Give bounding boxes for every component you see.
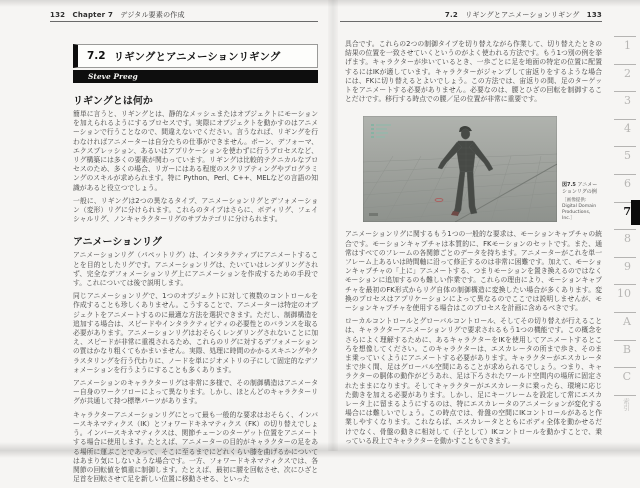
section-number: 7.2 <box>87 50 106 62</box>
author-bar <box>73 70 318 83</box>
left-page-number: 132 <box>50 11 66 19</box>
figure-caption-text: アニメーションリグの例 <box>562 181 598 195</box>
paragraph: 簡単に言うと、リギングとは、静的なメッシュまたはオブジェクトにモーションを加えられるようにするプロセスです。実際にオブジェクトを動かすのはアニメーションで行うことなので、間違えないでください。言うなれば、リギングを行わなければアニメーターは自分たちの仕事ができません。ボーン、デフォーマ、エクスプレッション、あるいはアプリケーションを使わずに行うプロセスなど、リグ構築には多くの要素が関わっています。リギングは比較的テクニカルなプロセスのため、多くの場合、リガーにはある程度のスクリプティングやプログラミングのスキルが求められます。特に Python、Perl、C++、MELなどの言語の知識があると役立つでしょう。 <box>73 110 318 192</box>
tab-chapter-4: 4 <box>610 119 640 147</box>
tab-chapter-10: 10 <box>610 284 640 312</box>
paragraph: アニメーションリグに関するもう1つの一般的な要求は、モーションキャプチャの統合です。モーションキャプチャは本質的に、FKモーションのセットです。また、通常はすべてのフレームの各関節ごとのデータを持ちます。アニメーターがこれを単一フレーム上あるいは時間軸に沿って修正するのは非常に困難です。加えて、モーションキャプチャの「上に」アニメートする、つまりモーションを置き換えるのではなくモーションに追加するのも難しい作業です。これらの理由により、モーションキャプチャを最初のFK形式からリグ自体の制御構造に変換したい場合が多くあります。変換のプロセスはアプリケーションによって異なるのでここでは説明しませんが、モーションキャプチャを使用する場合はこのプロセスを計画に含めるべきです。 <box>345 230 602 313</box>
viewport-render <box>363 116 557 222</box>
tab-appendix-a: A <box>610 312 640 340</box>
tab-chapter-2: 2 <box>610 64 640 92</box>
tab-chapter-5: 5 <box>610 146 640 174</box>
figure-7-5 <box>345 116 602 222</box>
page-gutter-shadow <box>328 0 338 451</box>
paragraph: 一般に、リギングは2つの異なるタイプ、アニメーションリグとデフォメーション（変形）リグに分けられます。これらのタイプはさらに、ボディリグ、フェイシャルリグ、ノンキャラクターリグのサブカテゴリに分けられます。 <box>73 196 318 224</box>
right-section-number: 7.2 <box>444 11 458 19</box>
chapter-title: デジタル要素の作成 <box>120 11 185 19</box>
figure-label: 図7.5 <box>562 181 576 188</box>
author-name: Steve Preeg <box>88 72 138 81</box>
left-header-rule <box>50 21 318 22</box>
left-running-header <box>50 10 185 20</box>
tab-appendix-c: C <box>610 367 640 395</box>
paragraph: キャラクターアニメーションリグにとって最も一般的な要求はおそらく、インバースキネマティクス（IK）とフォワードキネマティクス（FK）の切り替えでしょう。インバースキネマティクスは、関節チェーンのターゲット位置をアニメートする場合に使用します。たとえば、アニメーターの目的がキャラクターの足をある場所に運ぶことであって、そこに至るまでにどれくらい膝を曲げるかについてはあまり気にしないような場合です。一方、フォワードキネマティクスでは、各関節の回転値を慎重に制御します。たとえば、最初に腰を回転させ、次にひざと足首を回転させて足を新しい位置に移動させる、といった <box>73 410 318 484</box>
paragraph: アニメーションのキャラクターリグは非常に多様で、その制御構造はアニメーター自身のワークフローによって異なります。しかし、ほとんどのキャラクターリグが共通して持つ標準パーツがあります。 <box>73 379 318 406</box>
tab-index: 索引 <box>610 395 640 423</box>
right-section-title: リギングとアニメーションリギング <box>465 11 580 19</box>
tab-chapter-1: 1 <box>610 36 640 64</box>
figure-image-3d-viewport <box>363 116 557 222</box>
tab-chapter-3: 3 <box>610 91 640 119</box>
tab-chapter-6: 6 <box>610 174 640 202</box>
right-page-body <box>345 40 602 450</box>
tab-chapter-7-active: 7 <box>610 202 640 230</box>
tab-chapter-8: 8 <box>610 229 640 257</box>
chapter-thumb-tabs <box>610 36 640 422</box>
viewport-axis-label <box>369 213 378 216</box>
right-header-rule <box>340 21 602 22</box>
heading-what-is-rigging: リギングとは何か <box>73 96 153 107</box>
right-page-number: 133 <box>586 11 602 19</box>
tab-appendix-b: B <box>610 340 640 368</box>
paragraph: ローカルコントロールとグローバルコントロール、そしてその切り替えが行えることは、キャラクターアニメーションリグで要求されるもう1つの機能です。この概念をさらによく理解するために、あるキャラクターをIKを使用してアニメートするところを想像してください。このキャラクターは、エスカレータの所まで歩き、そのまま乗っていくようにアニメートする必要があります。キャラクターがエスカレータまで歩く間、足はグローバル空間にあることが求められるでしょう。つまり、キャラクターの胴体の動作がどうあれ、足は下ろされたワールド空間内の場所に固定されたままになります。そしてキャラクターがエスカレータに乗ったら、環境に応じた動きを加える必要があります。しかし、足にキーフレームを設定して常にエスカレータ上に留まるようにするのは、特にエスカレータのアニメーションが変化する場合には難しいでしょう。この時点では、骨盤の空間にIKコントロールがあると作業しやすくなります。これならば、エスカレータとともにボディ全体を動かせるだけでなく、骨盤の動きに相対して（子として）IKコントロールを動かすことで、乗っている段上でキャラクターを動かすこともできます。 <box>345 317 602 445</box>
right-running-header <box>340 10 602 20</box>
section-title-box <box>73 44 318 68</box>
heading-animation-rig: アニメーションリグ <box>73 237 162 249</box>
paragraph: 同じアニメーションリグで、1つのオブジェクトに対して複数のコントロールを作成することも珍しくありません。こうすることで、アニメーターは特定のオブジェクトをアニメートするのに最適な方法を選択できます。ただし、制御構造を追加する場合は、スピードやインタラクティビティの必要性とのバランスを取る必要があります。アニメーションリグはおそらくレンダリングされないことに加え、スピードが非常に重視されるため、これらのリグに対するデフォメーションの質はかなり粗くてもかまいません。実際、処理に時間のかかるスキニングやクラスタリングを行う代わりに、ノードを単にジオメトリの子にして固定的なデフォメーションを行うようにすることも多くあります。 <box>73 292 318 374</box>
figure-caption <box>557 182 602 223</box>
section-title: リギングとアニメーションリギング <box>113 50 281 63</box>
paragraph: 具合です。これらの2つの制御タイプを切り替えながら作業して、切り替えたときの結果の位置を一致させていくというのがよく使われる方法です。もう1つ別の例を挙げます。キャラクターが歩いているとき、一歩ごとに足を地面の特定の位置に配置するにはIKが適しています。キャラクターがジャンプして宙返りをするような場合には、FKに切り替えるとよいでしょう。この方法では、宙返りの間、足のターゲットをアニメートする必要がありません。必要なのは、腰とひざの回転を制御することだけです。移行する時点での腰／足の位置が非常に重要です。 <box>345 40 602 104</box>
chapter-label: Chapter 7 <box>72 11 114 19</box>
left-page-body <box>73 44 318 488</box>
active-tab-bleed-mark <box>631 200 640 225</box>
figure-credit: ［画像提供: Digital Domain Productions, Inc.］ <box>562 197 597 222</box>
tab-chapter-9: 9 <box>610 257 640 285</box>
paragraph: アニメーションリグ（パペットリグ）は、インタラクティブにアニメートすることを目的としたリグです。アニメーションリグは、たいていはレンダリングされず、完全なデフォメーションリグ上にアニメーションを作成するための手段です。これについては後で説明します。 <box>73 251 318 288</box>
